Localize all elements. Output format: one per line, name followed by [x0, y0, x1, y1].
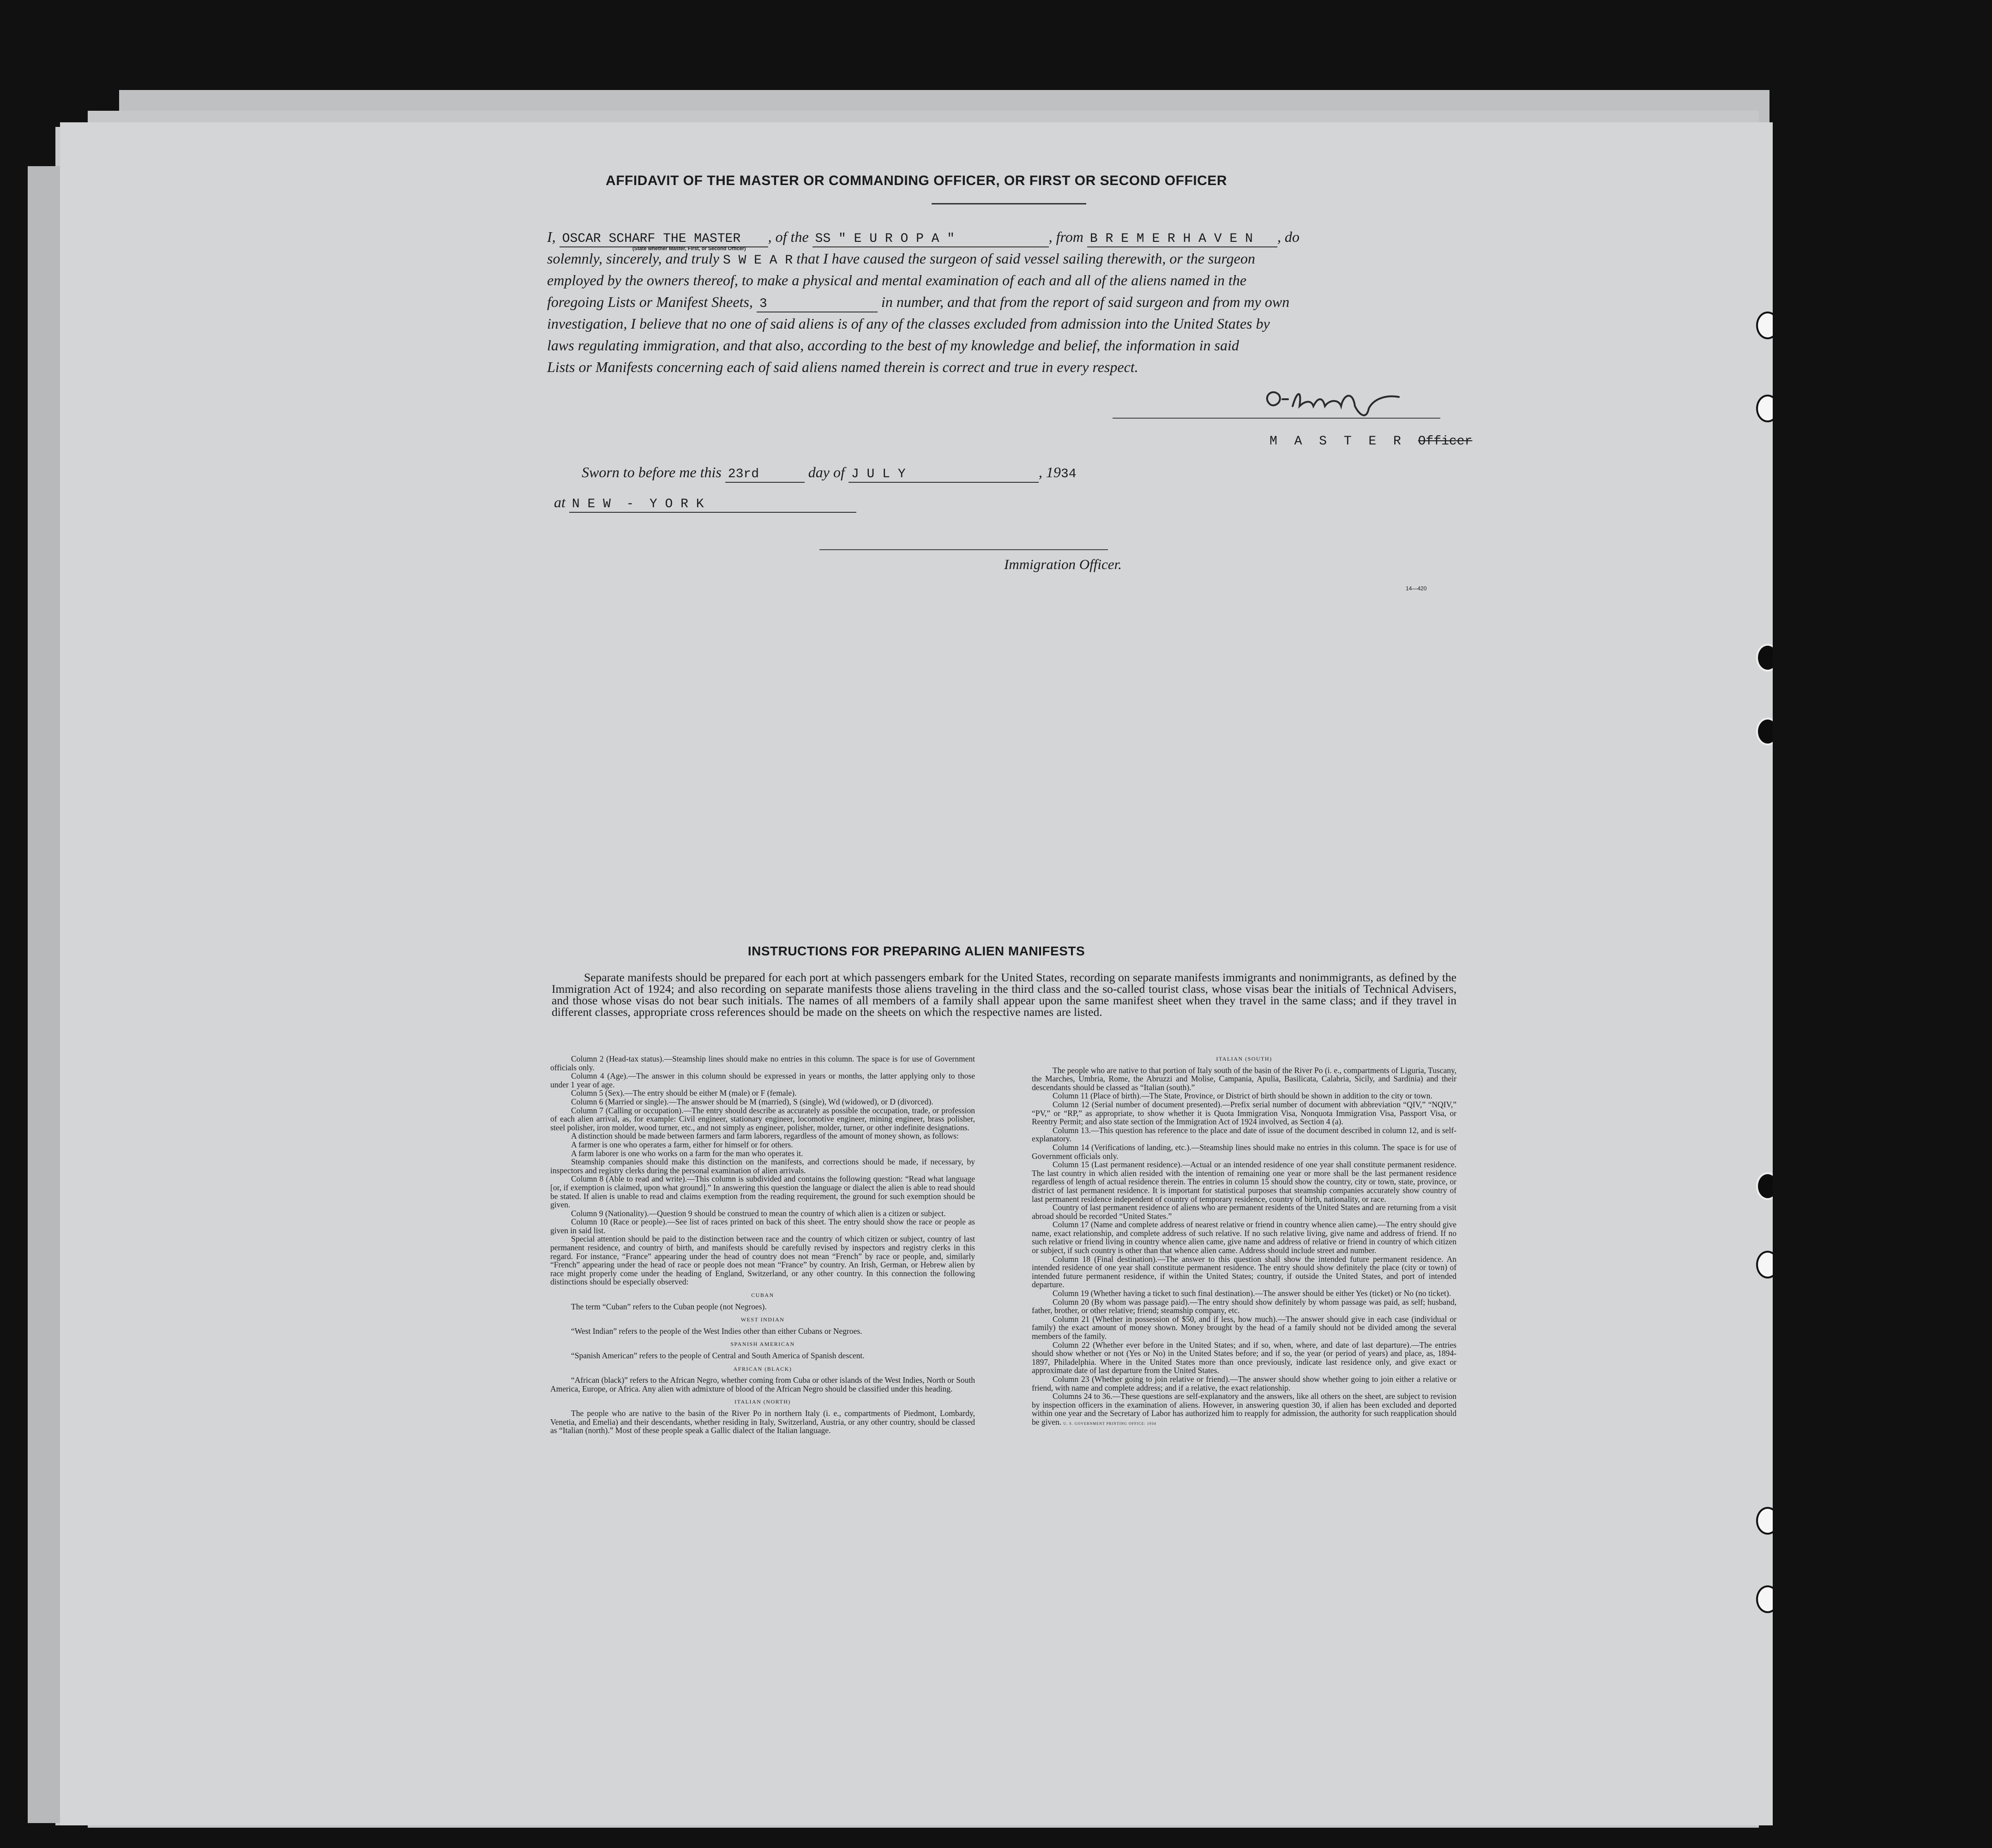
sheet-count-field: 3: [757, 297, 878, 312]
instruction-text: Columns 24 to 36.—These questions are self-explanatory and the answers, like all others on the sheet, are subject to revision by inspection officers in the examination of aliens. However, in answering question 30, if alien has been excluded and deported within one year and the Secretary of Labor has authorized him to reapply for admission, the authority for such reapplication should be given.: [1032, 1392, 1456, 1427]
affidavit-text: , from: [1048, 228, 1083, 245]
instruction-paragraph: “Spanish American” refers to the people of Central and South America of Spanish descent.: [571, 1351, 865, 1360]
instruction-paragraph: A distinction should be made between farmers and farm laborers, regardless of the amount of money shown, as follows:: [571, 1131, 959, 1141]
instructions-title: INSTRUCTIONS FOR PREPARING ALIEN MANIFESTS: [747, 944, 1085, 958]
signature-line: [1113, 418, 1440, 419]
section-heading: ITALIAN (NORTH): [734, 1398, 791, 1405]
rank-note: (State whether Master, First, or Second Officer): [632, 246, 746, 252]
instruction-paragraph: Column 7 (Calling or occupation).—The entry should describe as accurately as possible the occupation, trade, or profession of each alien arrival, as, for example: Civil engineer, stationary engineer, locomotive engineer, mining engineer, brass polisher, steel polisher, iron molder, wood turner, etc., and not simply as engineer, polisher, molder, turner, or other indefinite designations.: [550, 1105, 975, 1132]
sworn-day-field: 23rd: [725, 467, 805, 483]
instructions-right-column: [1032, 1055, 1456, 1428]
instruction-paragraph: Column 15 (Last permanent residence).—Actual or an intended residence of one year shall constitute permanent residence. The last country in which alien resided with the intention of remaining one year or more shall be the last permanent residence regardless of length of actual residence therein. The entries in column 15 should show the country, city or town, state, province, or district of last permanent residence. It is important for statistical purposes that steamship companies accurately show country of last permanent residence independent of country of temporary residence, country of birth, nationality, or race.: [1032, 1160, 1456, 1204]
sworn-line: [582, 464, 1077, 483]
binder-hole: [1756, 1251, 1773, 1278]
struck-word: Officer: [1418, 434, 1473, 449]
form-number: 14—420: [1406, 585, 1427, 592]
officer-name-field: OSCAR SCHARF THE MASTER: [560, 232, 768, 247]
section-heading: ITALIAN (SOUTH): [1216, 1056, 1272, 1062]
place-text: at: [554, 494, 566, 510]
instruction-paragraph: Column 10 (Race or people).—See list of races printed on back of this sheet. The entry should show the race or people as given in said list.: [550, 1217, 975, 1235]
instruction-paragraph: Column 2 (Head-tax status).—Steamship lines should make no entries in this column. The space is for use of Government officials only.: [550, 1054, 975, 1072]
sworn-year-field: 34: [1060, 467, 1077, 481]
place-line: [554, 494, 856, 513]
affidavit-text: , of the: [768, 228, 809, 245]
affidavit-text: that I have caused the surgeon of said vessel sailing therewith, or the surgeon: [796, 250, 1255, 267]
affidavit-text: I,: [547, 228, 556, 245]
title-rule: [932, 203, 1086, 204]
instruction-paragraph: “African (black)” refers to the African Negro, whether coming from Cuba or other islands of the West Indies, North or South America, Europe, or Africa. Any alien with admixture of blood of the African Negro should be classified under this heading.: [550, 1375, 975, 1393]
binder-hole: [1756, 312, 1773, 339]
binder-hole: [1756, 1172, 1773, 1200]
instruction-paragraph: Column 13.—This question has reference to the place and date of issue of the document described in column 12, and is self-explanatory.: [1032, 1125, 1456, 1144]
instruction-paragraph: Column 8 (Able to read and write).—This column is subdivided and contains the following question: “Read what language [or, if exemption is claimed, upon what ground].” In answering this question the language or dialect the alien is able to read should be stated. If alien is unable to read and claims exemption from the reading requirement, the ground for such exemption should be given.: [550, 1174, 975, 1210]
signer-rank: M A S T E R: [1270, 434, 1406, 449]
instruction-paragraph: Column 12 (Serial number of document presented).—Prefix serial number of document with abbreviation “QIV,” “NQIV,” “PV,” or “RP,” as appropriate, to show whether it is Quota Immigration Visa, Nonquota Immigration Visa, Passport Visa, or Reentry Permit; and also state section of the Immigration Act of 1924 involved, as Section 4 (a).: [1032, 1099, 1456, 1127]
instructions-left-column: [550, 1055, 975, 1435]
instruction-paragraph: Column 6 (Married or single).—The answer should be M (married), S (single), Wd (widowed), or D (divorced).: [571, 1097, 933, 1106]
instruction-paragraph: A farmer is one who operates a farm, either for himself or for others.: [571, 1140, 793, 1149]
manifest-page: [60, 122, 1773, 1825]
section-heading: AFRICAN (BLACK): [733, 1365, 792, 1372]
affidavit-text: laws regulating immigration, and that also, according to the best of my knowledge and belief, the information in said: [547, 337, 1239, 354]
instruction-paragraph: Column 14 (Verifications of landing, etc.).—Steamship lines should make no entries in this column. The space is for use of Government officials only.: [1032, 1142, 1456, 1161]
instruction-paragraph: Steamship companies should make this distinction on the manifests, and corrections should be made, if necessary, by inspectors and registry clerks during the personal examination of alien arrivals.: [550, 1157, 975, 1175]
instruction-paragraph: Column 11 (Place of birth).—The State, Province, or District of birth should be shown in addition to the city or town.: [1053, 1091, 1432, 1101]
master-signature: [1260, 381, 1413, 422]
instruction-paragraph: Column 5 (Sex).—The entry should be either M (male) or F (female).: [571, 1088, 797, 1098]
printing-office-imprint: U. S. GOVERNMENT PRINTING OFFICE: 1934: [1063, 1421, 1156, 1426]
instruction-paragraph: The people who are native to the basin of the River Po in northern Italy (i. e., compartments of Piedmont, Lombardy, Venetia, and Emelia) and their descendants, whether residing in Italy, Switzerland, Austria, or any other country, should be classed as “Italian (north).” Most of these people speak a Gallic dialect of the Italian language.: [550, 1408, 975, 1435]
binder-hole: [1756, 718, 1773, 745]
instructions-intro: Separate manifests should be prepared for each port at which passengers embark for the United States, recording on separate manifests immigrants and nonimmigrants, as defined by the Immigration Act of 1924; and also recording on separate manifests those aliens traveling in the third class and the so-called tourist class, whose visas bear the initials of Technical Advisers, and those whose visas do not bear such initials. The names of all members of a family shall appear upon the same manifest sheet when they travel in the same class; and if they travel in different classes, appropriate cross references should be made on the sheets on which the respective names are listed.: [552, 971, 1456, 1019]
affidavit-title: AFFIDAVIT OF THE MASTER OR COMMANDING OFFICER, OR FIRST OR SECOND OFFICER: [606, 173, 1227, 188]
departure-port-field: B R E M E R H A V E N: [1087, 232, 1277, 247]
instruction-paragraph: Column 18 (Final destination).—The answer to this question shall show the intended future permanent residence. An intended residence of one year shall constitute permanent residence. The entry should show definitely the place (city or town) of intended future permanent residence, if within the United States; country, if outside the United States, and port of intended departure.: [1032, 1254, 1456, 1290]
affidavit-text: foregoing Lists or Manifest Sheets,: [547, 294, 753, 310]
affidavit-text: Lists or Manifests concerning each of said aliens named therein is correct and true in every respect.: [547, 359, 1138, 375]
sworn-month-field: J U L Y: [849, 467, 1039, 483]
section-heading: WEST INDIAN: [740, 1316, 785, 1323]
section-heading: SPANISH AMERICAN: [730, 1341, 795, 1348]
immigration-officer-label: Immigration Officer.: [1004, 556, 1122, 572]
instruction-paragraph: Column 23 (Whether going to join relative or friend).—The answer should show whether going to join either a relative or friend, with name and complete address; and if a relative, the exact relationship.: [1032, 1374, 1456, 1392]
section-heading: CUBAN: [751, 1292, 774, 1299]
affidavit-text: investigation, I believe that no one of said aliens is of any of the classes excluded from admission into the United States by: [547, 315, 1270, 332]
affidavit-text: solemnly, sincerely, and truly: [547, 250, 719, 267]
instruction-paragraph: “West Indian” refers to the people of the West Indies other than either Cubans or Negroes.: [571, 1326, 862, 1336]
instruction-paragraph: The term “Cuban” refers to the Cuban people (not Negroes).: [571, 1302, 767, 1311]
sworn-text: day of: [808, 464, 845, 480]
affidavit-text: , do: [1277, 228, 1300, 245]
instruction-paragraph: Column 20 (By whom was passage paid).—The entry should show definitely by whom passage was paid, as self; husband, father, brother, or other relative; friend; steamship company, etc.: [1032, 1297, 1456, 1315]
oath-field: S W E A R: [722, 253, 793, 268]
officer-signature-line: [819, 549, 1108, 550]
affidavit-text: employed by the owners thereof, to make a physical and mental examination of each and all of the aliens named in the: [547, 272, 1246, 288]
instruction-paragraph: Special attention should be paid to the distinction between race and the country of which citizen or subject, country of last permanent residence, and country of birth, and manifests should be carefully revised by inspectors and registry clerks in this regard. For instance, “France” appearing under the head of country does not mean “French” by race or people, and, similarly “French” appearing under the head of race or people does not mean “France” by country. An Irish, German, or Hebrew alien by race might properly come under the heading of England, Switzerland, or any other country. In this connection the following distinctions should be especially observed:: [550, 1234, 975, 1287]
instruction-paragraph: Column 22 (Whether ever before in the United States; and if so, when, where, and date of last departure).—The entries should show whether or not (Yes or No) in the United States before; and if so, the year (or period of years) and place, as, 1894-1897, Philadelphia. Where in the United States more than once previously, indicate last residence only, and give exact or approximate date of last departure from the United States.: [1032, 1340, 1456, 1375]
instruction-paragraph: Country of last permanent residence of aliens who are permanent residents of the United States and are returning from a visit abroad should be recorded “United States.”: [1032, 1203, 1456, 1221]
binder-hole: [1756, 395, 1773, 422]
affidavit-text: in number, and that from the report of said surgeon and from my own: [881, 294, 1290, 310]
instruction-paragraph: The people who are native to that portion of Italy south of the basin of the River Po (i. e., compartments of Liguria, Tuscany, the Marches, Umbria, Rome, the Abruzzi and Molise, Campania, Apulia, Basilicata, Calabria, Sicily, and Sardinia) and their descendants should be classed as “Italian (south).”: [1032, 1065, 1456, 1092]
binder-hole: [1756, 1507, 1773, 1535]
instruction-paragraph: A farm laborer is one who works on a farm for the man who operates it.: [571, 1148, 803, 1158]
sworn-text: , 19: [1038, 464, 1061, 480]
instruction-paragraph: Column 17 (Name and complete address of nearest relative or friend in country whence alien came).—The entry should give name, exact relationship, and complete address of such relative. If no such relative living, give name and address of friend. If no such relative or friend living in country whence alien came, give name and address of relative or friend in country of which citizen or subject, if such country is other than that whence alien came. Address should include street and number.: [1032, 1220, 1456, 1255]
instruction-paragraph: Column 21 (Whether in possession of $50, and if less, how much).—The answer should give in each case (individual or family) the exact amount of money shown. Money brought by the head of a family should not be divided among the several members of the family.: [1032, 1314, 1456, 1341]
vessel-name-field: SS " E U R O P A ": [812, 232, 1049, 247]
sworn-text: Sworn to before me this: [582, 464, 722, 480]
binder-hole: [1756, 1585, 1773, 1613]
instruction-paragraph: Column 9 (Nationality).—Question 9 should be construed to mean the country of which alien is a citizen or subject.: [571, 1208, 946, 1218]
place-field: N E W - Y O R K: [569, 497, 856, 513]
signer-title: [1270, 434, 1472, 449]
instruction-paragraph: Column 4 (Age).—The answer in this column should be expressed in years or months, the latter applying only to those under 1 year of age.: [550, 1071, 975, 1089]
instruction-paragraph: [1032, 1392, 1456, 1428]
binder-hole: [1756, 644, 1773, 672]
instruction-paragraph: Column 19 (Whether having a ticket to such final destination).—The answer should be either Yes (ticket) or No (no ticket).: [1053, 1289, 1451, 1298]
